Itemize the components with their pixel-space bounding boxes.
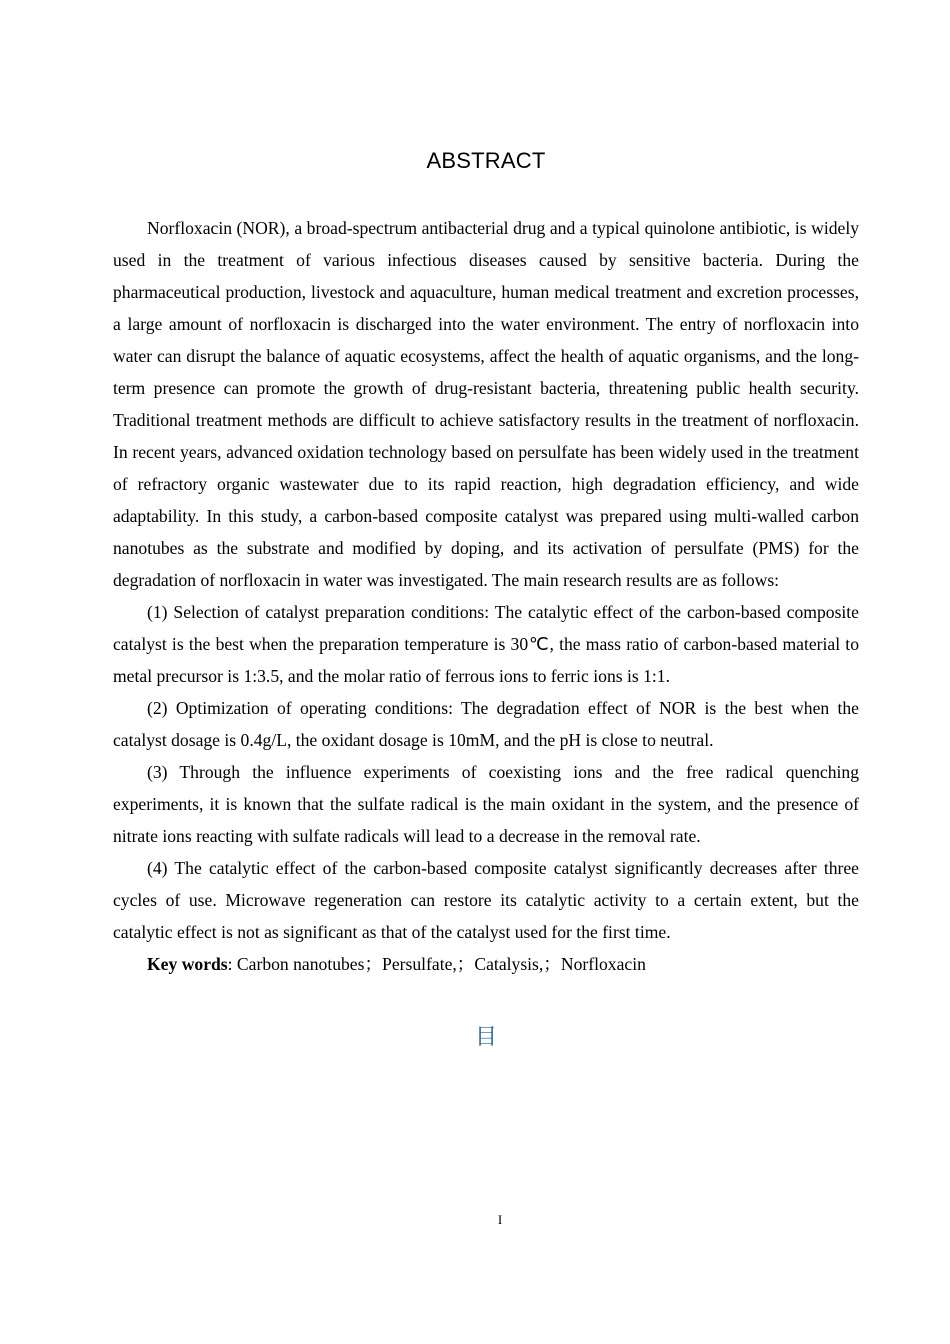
keywords-text: : Carbon nanotubes；Persulfate,；Catalysis,；Norfloxacin [227, 954, 646, 974]
abstract-paragraph-result-2: (2) Optimization of operating conditions: The degradation effect of NOR is the best when the catalyst dosage is 0.4g/L, the oxidant dosage is 10mM, and the pH is close to neutral. [113, 698, 859, 750]
page-number: I [497, 1212, 503, 1227]
abstract-body [113, 212, 859, 980]
keywords-label: Key words [147, 954, 228, 974]
abstract-paragraph-result-3: (3) Through the influence experiments of coexisting ions and the free radical quenching experiments, it is known that the sulfate radical is the main oxidant in the system, and the presence of nitrate ions reacting with sulfate radicals will lead to a decrease in the removal rate. [113, 762, 859, 846]
keywords-line [113, 948, 859, 980]
abstract-paragraph-intro: Norfloxacin (NOR), a broad-spectrum antibacterial drug and a typical quinolone antibiotic, is widely used in the treatment of various infectious diseases caused by sensitive bacteria. During the pharmaceutical production, livestock and aquaculture, human medical treatment and excretion processes, a large amount of norfloxacin is discharged into the water environment. The entry of norfloxacin into water can disrupt the balance of aquatic ecosystems, affect the health of aquatic organisms, and the long-term presence can promote the growth of drug-resistant bacteria, threatening public health security. Traditional treatment methods are difficult to achieve satisfactory results in the treatment of norfloxacin. In recent years, advanced oxidation technology based on persulfate has been widely used in the treatment of refractory organic wastewater due to its rapid reaction, high degradation efficiency, and wide adaptability. In this study, a carbon-based composite catalyst was prepared using multi-walled carbon nanotubes as the substrate and modified by doping, and its activation of persulfate (PMS) for the degradation of norfloxacin in water was investigated. The main research results are as follows: [113, 218, 859, 590]
abstract-paragraph-result-4: (4) The catalytic effect of the carbon-based composite catalyst significantly decreases after three cycles of use. Microwave regeneration can restore its catalytic activity to a certain extent, but the catalytic effect is not as significant as that of the catalyst used for the first time. [113, 858, 859, 942]
abstract-paragraph-result-1: (1) Selection of catalyst preparation conditions: The catalytic effect of the carbon-based composite catalyst is the best when the preparation temperature is 30℃, the mass ratio of carbon-based material to metal precursor is 1:3.5, and the molar ratio of ferrous ions to ferric ions is 1:1. [113, 602, 859, 686]
toc-link[interactable]: 目 [474, 1025, 497, 1050]
abstract-title: ABSTRACT [426, 148, 546, 173]
